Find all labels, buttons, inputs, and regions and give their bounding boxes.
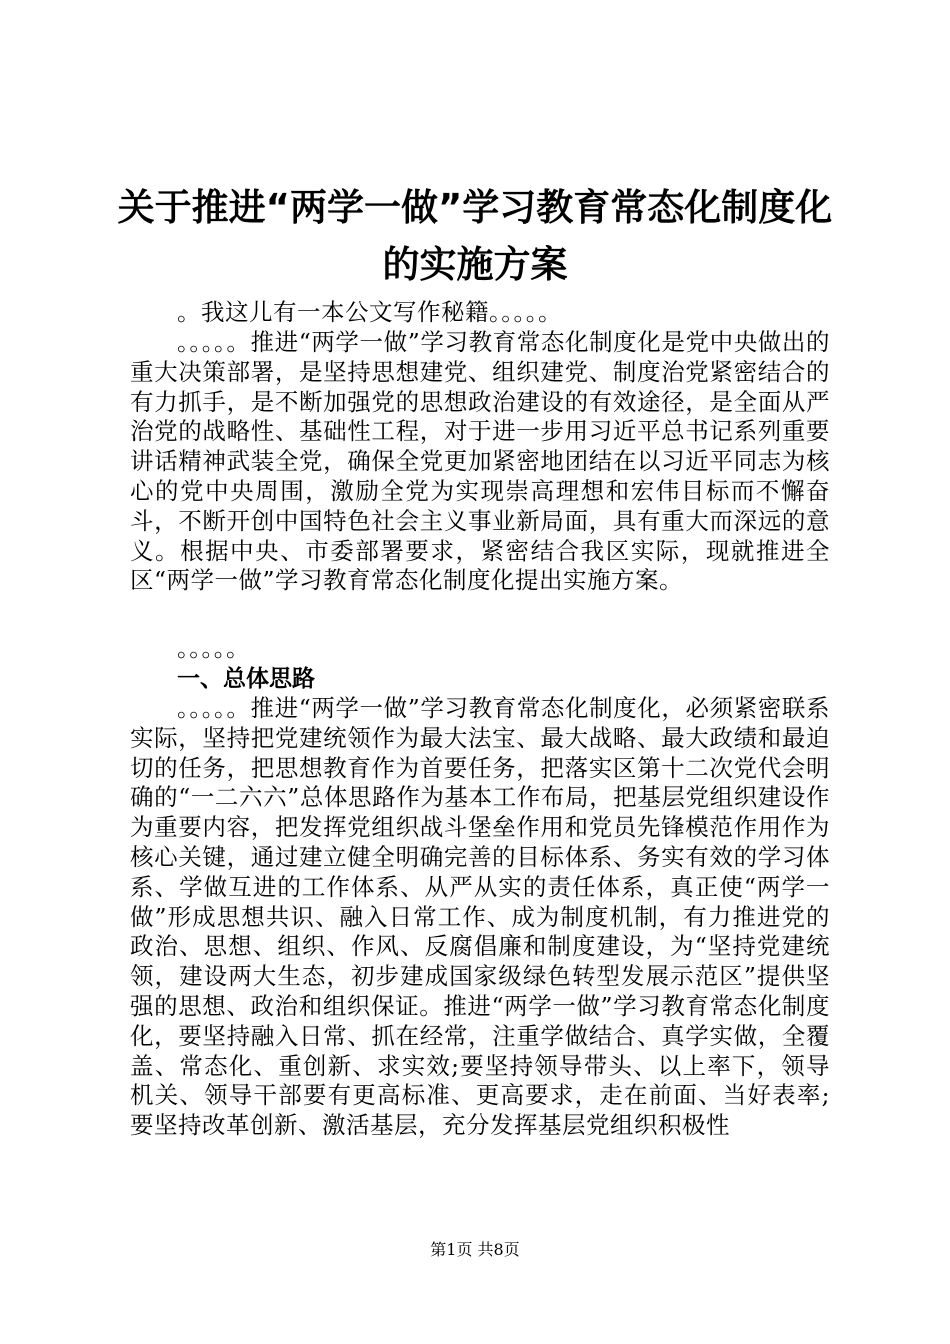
document-title-line1: 关于推进“两学一做”学习教育常态化制度化 (117, 186, 833, 229)
paragraph-preamble: 。。。。。推进“两学一做”学习教育常态化制度化是党中央做出的重大决策部署，是坚持思想建党、组织建党、制度治党紧密结合的有力抓手，是不断加强党的思想政治建设的有效途径，是全面从严治党的战略性、基础性工程，对于进一步用习近平总书记系列重要讲话精神武装全党，确保全党更加紧密地团结在以习近平同志为核心的党中央周围，激励全党为实现崇高理想和宏伟目标而不懈奋斗，不断开创中国特色社会主义事业新局面，具有重大而深远的意义。根据中央、市委部署要求，紧密结合我区实际，现就推进全区“两学一做”学习教育常态化制度化提出实施方案。 (130, 328, 830, 595)
document-title-line2: 的实施方案 (382, 243, 568, 286)
separator-dots: 。。。。。 (177, 634, 250, 662)
page-footer: 第1页 共8页 (430, 1240, 520, 1259)
section-heading-overall-approach: 一、总体思路 (177, 666, 315, 692)
intro-line: 。我这儿有一本公文写作秘籍。。。。。 (177, 298, 562, 326)
paragraph-overall-approach: 。。。。。推进“两学一做”学习教育常态化制度化，必须紧密联系实际，坚持把党建统领作为最大法宝、最大战略、最大政绩和最迫切的任务，把思想教育作为首要任务，把落实区第十二次党代会明确的“一二六六”总体思路作为基本工作布局，把基层党组织建设作为重要内容，把发挥党组织战斗堡垒作用和党员先锋模范作用作为核心关键，通过建立健全明确完善的目标体系、务实有效的学习体系、学做互进的工作体系、从严从实的责任体系，真正使“两学一做”形成思想共识、融入日常工作、成为制度机制，有力推进党的政治、思想、组织、作风、反腐倡廉和制度建设，为“坚持党建统领，建设两大生态，初步建成国家级绿色转型发展示范区”提供坚强的思想、政治和组织保证。推进“两学一做”学习教育常态化制度化，要坚持融入日常、抓在经常，注重学做结合、真学实做，全覆盖、常态化、重创新、求实效;要坚持领导带头、以上率下，领导机关、领导干部要有更高标准、更高要求，走在前面、当好表率;要坚持改革创新、激活基层，充分发挥基层党组织积极性 (130, 694, 830, 1140)
